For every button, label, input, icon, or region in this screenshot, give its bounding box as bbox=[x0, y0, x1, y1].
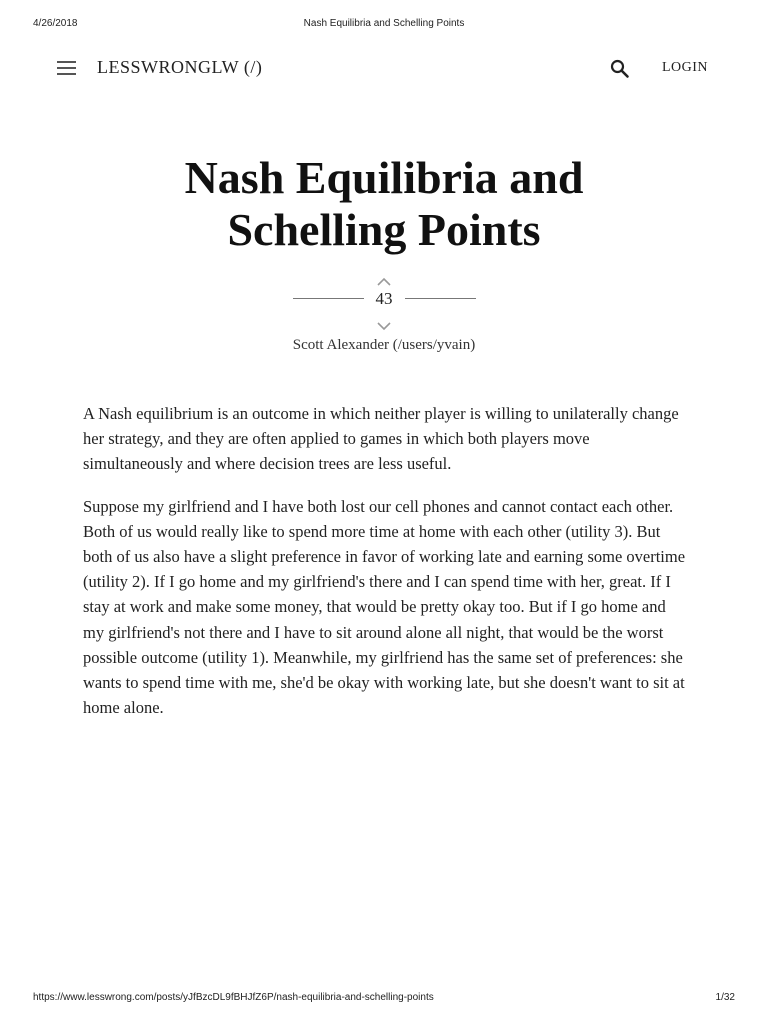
print-page-title: Nash Equilibria and Schelling Points bbox=[303, 18, 465, 29]
post-title-line-2: Schelling Points bbox=[227, 204, 541, 255]
top-navbar bbox=[0, 52, 768, 84]
login-link[interactable]: LOGIN bbox=[662, 60, 709, 75]
vote-block bbox=[0, 272, 768, 332]
upvote-chevron-icon[interactable] bbox=[376, 274, 392, 284]
print-page-number: 1/32 bbox=[715, 992, 735, 1003]
print-header bbox=[0, 18, 768, 32]
vote-divider-right bbox=[405, 298, 476, 299]
body-paragraph-2: Suppose my girlfriend and I have both lost our cell phones and cannot contact each other. Both of us would really like to spend more time at home with each other (utility 3). But both of us also have a slight preference in favor of working late and earning some overtime (utility 2). If I go home and my girlfriend's there and I can spend time with her, great. If I stay at work and make some money, that would be pretty okay too. But if I go home and my girlfriend's not there and I have to sit around alone all night, that would be the worst possible outcome (utility 1). Meanwhile, my girlfriend has the same set of preferences: she wants to spend time with me, she'd be okay with working late, but she doesn't want to sit at home alone. bbox=[83, 496, 686, 718]
site-title-link[interactable]: LESSWRONGLW (/) bbox=[97, 57, 263, 77]
body-paragraph-1: A Nash equilibrium is an outcome in which neither player is willing to unilaterally change her strategy, and they are often applied to games in which both players move simultaneously and where decision trees are less useful. bbox=[83, 404, 679, 474]
post-title-line-1: Nash Equilibria and bbox=[184, 152, 584, 203]
post-body bbox=[83, 401, 688, 737]
print-date: 4/26/2018 bbox=[33, 18, 78, 29]
print-footer bbox=[0, 992, 768, 1006]
print-url: https://www.lesswrong.com/posts/yJfBzcDL9fBHJfZ6P/nash-equilibria-and-schelling-points bbox=[33, 992, 434, 1003]
search-icon[interactable] bbox=[609, 58, 631, 80]
downvote-chevron-icon[interactable] bbox=[376, 318, 392, 328]
hamburger-menu-icon[interactable] bbox=[57, 61, 76, 75]
post-title bbox=[0, 152, 768, 256]
author-link[interactable]: Scott Alexander (/users/yvain) bbox=[292, 337, 476, 353]
vote-score: 43 bbox=[375, 289, 393, 308]
